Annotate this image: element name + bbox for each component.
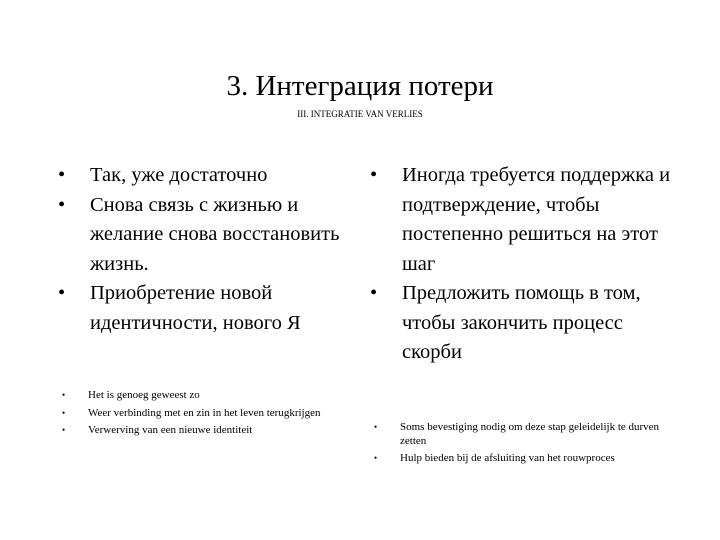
right-main-list [360, 161, 680, 368]
left-sub-item-text: Het is genoeg geweest zo [88, 389, 200, 401]
left-main-list [48, 161, 344, 338]
bullet-icon: • [58, 282, 66, 304]
right-sub-item [360, 452, 660, 466]
bullet-icon: • [58, 164, 66, 186]
left-sub-list [48, 389, 344, 438]
bullet-icon: • [62, 407, 66, 418]
bullet-icon: • [374, 453, 378, 463]
left-sub-item [48, 424, 344, 438]
bullet-icon: • [62, 390, 66, 400]
left-sub-item-text: Weer verbinding met en zin in het leven terugkrijgen [88, 406, 321, 419]
left-main-item-text: Снова связь с жизнью и желание снова восстановить жизнь. [90, 193, 340, 275]
left-main-item-text: Так, уже достаточно [90, 164, 268, 186]
right-sub-item-text: Hulp bieden bij de afsluiting van het rouwproces [400, 452, 615, 464]
right-sub-item [360, 421, 660, 448]
left-sub-item-text: Verwerving van een nieuwe identiteit [88, 424, 253, 436]
right-main-item-text: Предложить помощь в том, чтобы закончить процесс скорби [402, 282, 641, 363]
bullet-icon: • [58, 193, 66, 216]
right-main-item [360, 161, 680, 279]
slide-title: 3. Интеграция потери [226, 70, 494, 102]
left-main-item [48, 161, 344, 191]
bullet-icon: • [62, 425, 66, 435]
right-sub-list [360, 421, 660, 466]
right-sub-item-text: Soms bevestiging nodig om deze stap geleidelijk te durven zetten [400, 421, 660, 447]
right-main-item [360, 279, 680, 368]
left-sub-item [48, 389, 344, 403]
bullet-icon: • [374, 422, 378, 432]
left-main-item-text: Приобретение новой идентичности, нового Я [90, 282, 301, 334]
left-main-item [48, 279, 344, 338]
right-main-item-text: Иногда требуется поддержка и подтверждение, чтобы постепенно решиться на этот шаг [402, 164, 671, 275]
bullet-icon: • [370, 164, 378, 186]
slide-subtitle: III. INTEGRATIE VAN VERLIES [297, 109, 423, 119]
left-main-item [48, 191, 344, 280]
left-sub-item [48, 407, 344, 421]
bullet-icon: • [370, 282, 378, 304]
